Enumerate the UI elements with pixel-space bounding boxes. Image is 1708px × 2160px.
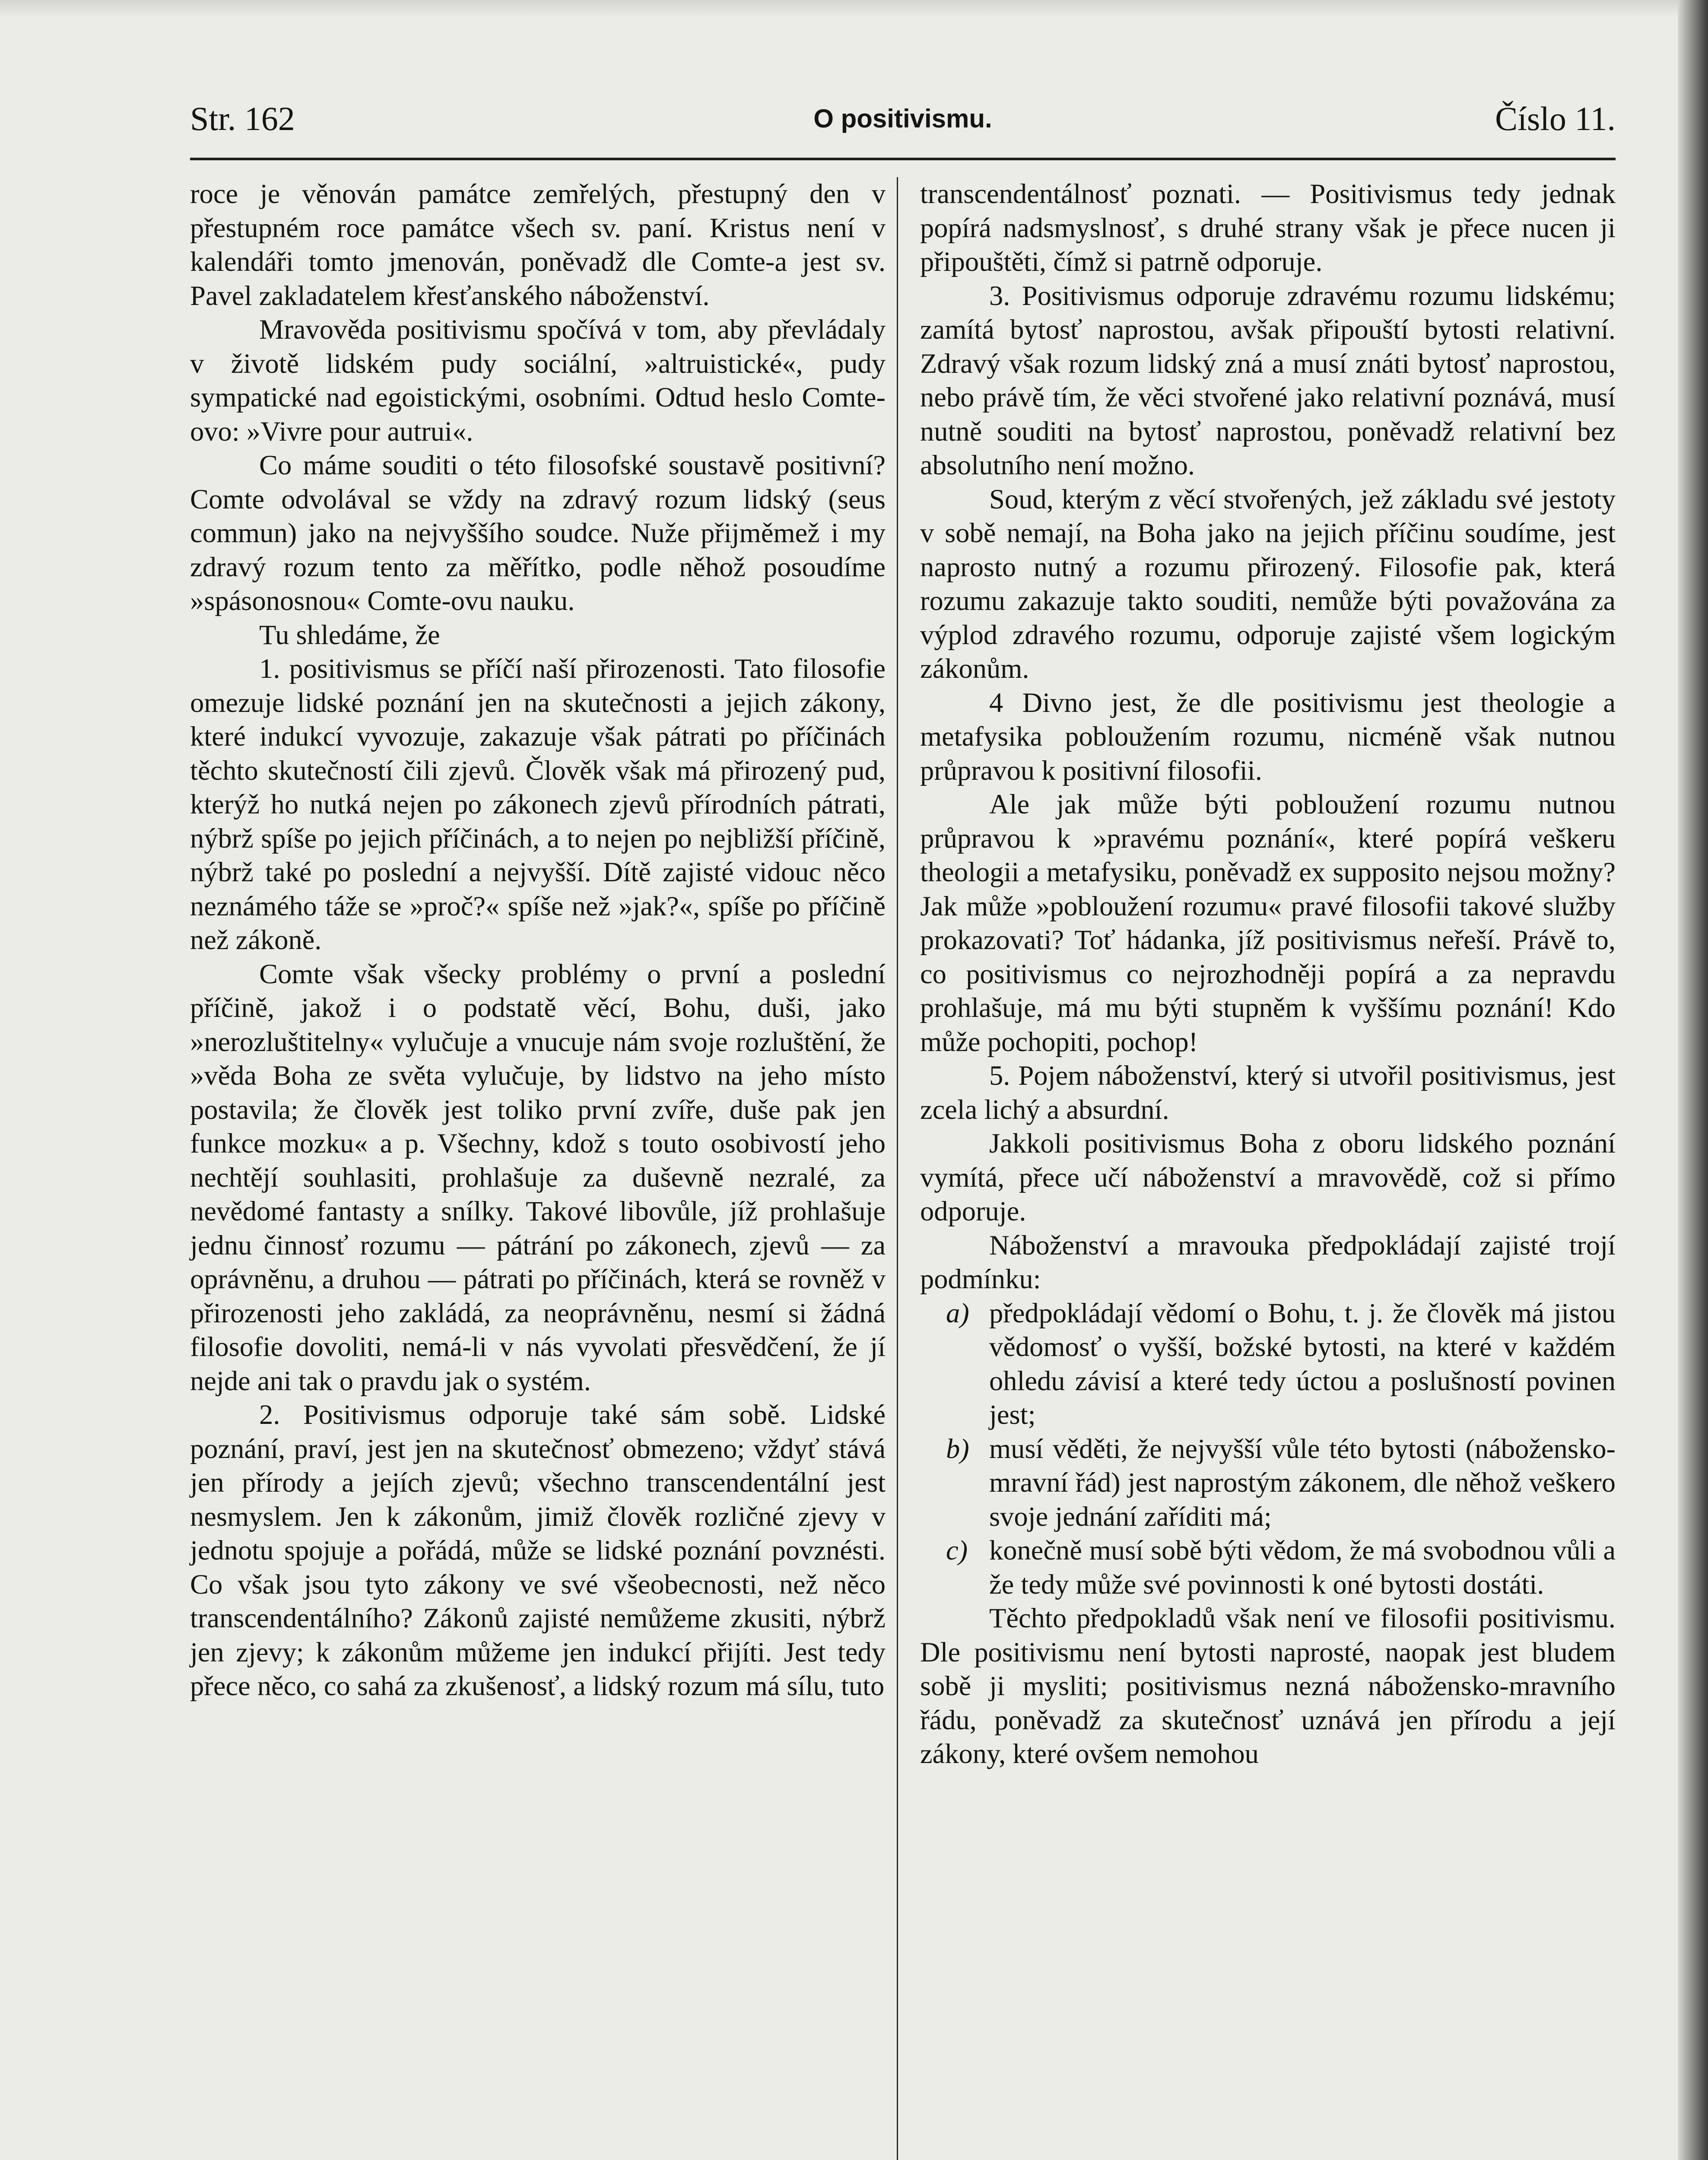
paragraph: transcendentálnosť poznati. — Positivismus tedy jednak popírá nadsmyslnosť, s druhé strany však je přece nucen ji připouštěti, čímž si patrně odporuje.: [920, 178, 1616, 277]
list-item: [920, 1432, 1616, 1534]
page-top-shadow: [0, 0, 1708, 17]
paragraph: 5. Pojem náboženství, který si utvořil positivismus, jest zcela lichý a absurdní.: [920, 1060, 1616, 1125]
list-item-text: předpokládají vědomí o Bohu, t. j. že člověk má jistou vědomosť o vyšší, božské bytosti, na které v každém ohledu závisí a které tedy úctou a poslušností povinen jest;: [989, 1297, 1616, 1430]
right-column: [920, 177, 1616, 1771]
header-rule: [190, 158, 1616, 160]
paragraph: Comte však všecky problémy o první a poslední příčině, jakož i o podstatě věcí, Bohu, duši, jako »nerozluštitelny« vylučuje a vnucuje nám svoje rozluštění, že »věda Boha ze světa vylučuje, by lidstvo na jeho místo postavila; že člověk jest toliko první zvíře, duše pak jen funkce mozku« a p. Všechny, kdož s touto osobivostí jeho nechtějí souhlasiti, prohlašuje za duševně nezralé, za nevědomé fantasty a snílky. Takové libovůle, jíž prohlašuje jednu činnosť rozumu — pátrání po zákonech, zjevů — za oprávněnu, a druhou — pátrati po příčinách, která se rovněž v přirozenosti jeho zakládá, za neoprávněnu, nesmí si žádná filosofie dovoliti, nemá-li v nás vyvolati přesvědčení, že jí nejde ani tak o pravdu jak o systém.: [190, 958, 886, 1396]
list-item-label: a): [946, 1297, 969, 1328]
paragraph: Těchto předpokladů však není ve filosofii positivismu. Dle positivismu není bytosti naprosté, naopak jest bludem sobě ji mysliti; positivismus nezná nábožensko-mravního řádu, poněvadž za skutečnosť uznává jen přírodu a její zákony, které ovšem nemohou: [920, 1603, 1616, 1769]
paragraph: 2. Positivismus odporuje také sám sobě. Lidské poznání, praví, jest jen na skutečnosť obmezeno; vždyť stává jen přírody a jejích zjevů; všechno transcendentální jest nesmyslem. Jen k zákonům, jimiž člověk rozličné zjevy v jednotu spojuje a pořádá, může se lidské poznání povznésti. Co však jsou tyto zákony ve své všeobecnosti, než něco transcendentálního? Zákonů zajisté nemůžeme zkusiti, nýbrž jen zjevy; k zákonům můžeme jen indukcí přijíti. Jest tedy přece něco, co sahá za zkušenosť, a lidský rozum má sílu, tuto: [190, 1399, 886, 1701]
paragraph: Tu shledáme, že: [259, 619, 440, 650]
paragraph: Jakkoli positivismus Boha z oboru lidského poznání vymítá, přece učí náboženství a mravovědě, což si přímo odporuje.: [920, 1128, 1616, 1226]
paragraph: Mravověda positivismu spočívá v tom, aby převládaly v životě lidském pudy sociální, »altruistické«, pudy sympatické nad egoistickými, osobními. Odtud heslo Comte-ovo: »Vivre pour autrui«.: [190, 314, 886, 447]
paragraph: roce je věnován památce zemřelých, přestupný den v přestupném roce památce všech sv. paní. Kristus není v kalendáři tomto jmenován, poněvadž dle Comte-a jest sv. Pavel zakladatelem křesťanského náboženství.: [190, 178, 886, 311]
paragraph: 1. positivismus se příčí naší přirozenosti. Tato filosofie omezuje lidské poznání jen na skutečnosti a jejich zákony, které indukcí vyvozuje, zakazuje však pátrati po příčinách těchto skutečností čili zjevů. Člověk však má přirozený pud, kterýž ho nutká nejen po zákonech zjevů přírodních pátrati, nýbrž spíše po jejich příčinách, a to nejen po nejbližší příčině, nýbrž také po poslední a nejvyšší. Dítě zajisté vidouc něco neznámého táže se »proč?« spíše než »jak?«, spíše po příčině než zákoně.: [190, 653, 886, 955]
column-divider: [897, 177, 898, 2160]
list-item: [920, 1534, 1616, 1601]
page-number: Str. 162: [190, 100, 295, 137]
list-item-label: b): [946, 1433, 969, 1464]
list-item-label: c): [946, 1535, 968, 1566]
paragraph: Náboženství a mravouka předpokládají zajisté trojí podmínku:: [920, 1229, 1616, 1294]
list-item-text: musí věděti, že nejvyšší vůle této bytosti (nábožensko-mravní řád) jest naprostým zákonem, dle něhož veškero svoje jednání zaříditi má;: [989, 1433, 1616, 1532]
paragraph: Ale jak může býti pobloužení rozumu nutnou průpravou k »pravému poznání«, které popírá veškeru theologii a metafysiku, poněvadž ex supposito nejsou možny? Jak může »pobloužení rozumu« pravé filosofii takové služby prokazovati? Toť hádanka, jíž positivismus neřeší. Právě to, co positivismus co nejrozhodněji popírá a za nepravdu prohlašuje, má mu býti stupněm k vyššímu poznání! Kdo může pochopiti, pochop!: [920, 789, 1616, 1057]
running-header: [190, 99, 1616, 151]
left-column: [190, 177, 886, 1703]
paragraph: 3. Positivismus odporuje zdravému rozumu lidskému; zamítá bytosť naprostou, avšak připouští bytosti relativní. Zdravý však rozum lidský zná a musí znáti bytosť naprostou, nebo právě tím, že věci stvořené jako relativní poznává, musí nutně souditi na bytosť naprostou, poněvadž relativní bez absolutního není možno.: [920, 280, 1616, 480]
paragraph: 4 Divno jest, že dle positivismu jest theologie a metafysika pobloužením rozumu, nicméně však nutnou průpravou k positivní filosofii.: [920, 687, 1616, 786]
running-title: O positivismu.: [813, 104, 992, 133]
list-item-text: konečně musí sobě býti vědom, že má svobodnou vůli a že tedy může své povinnosti k oné bytosti dostáti.: [989, 1535, 1616, 1600]
list-item: [920, 1296, 1616, 1432]
paragraph: Soud, kterým z věcí stvořených, jež základu své jestoty v sobě nemají, na Boha jako na jejich příčinu soudíme, jest naprosto nutný a rozumu přirozený. Filosofie pak, která rozumu zakazuje takto souditi, nemůže býti považována za výplod zdravého rozumu, odporuje zajisté všem logickým zákonům.: [920, 483, 1616, 684]
issue-number: Číslo 11.: [1495, 100, 1616, 137]
page-edge-shadow: [1678, 0, 1708, 2160]
paragraph: Co máme souditi o této filosofské soustavě positivní? Comte odvolával se vždy na zdravý rozum lidský (seus commun) jako na nejvyššího soudce. Nuže přijměmež i my zdravý rozum tento za měřítko, podle něhož posoudíme »spásonosnou« Comte-ovu nauku.: [190, 450, 886, 616]
